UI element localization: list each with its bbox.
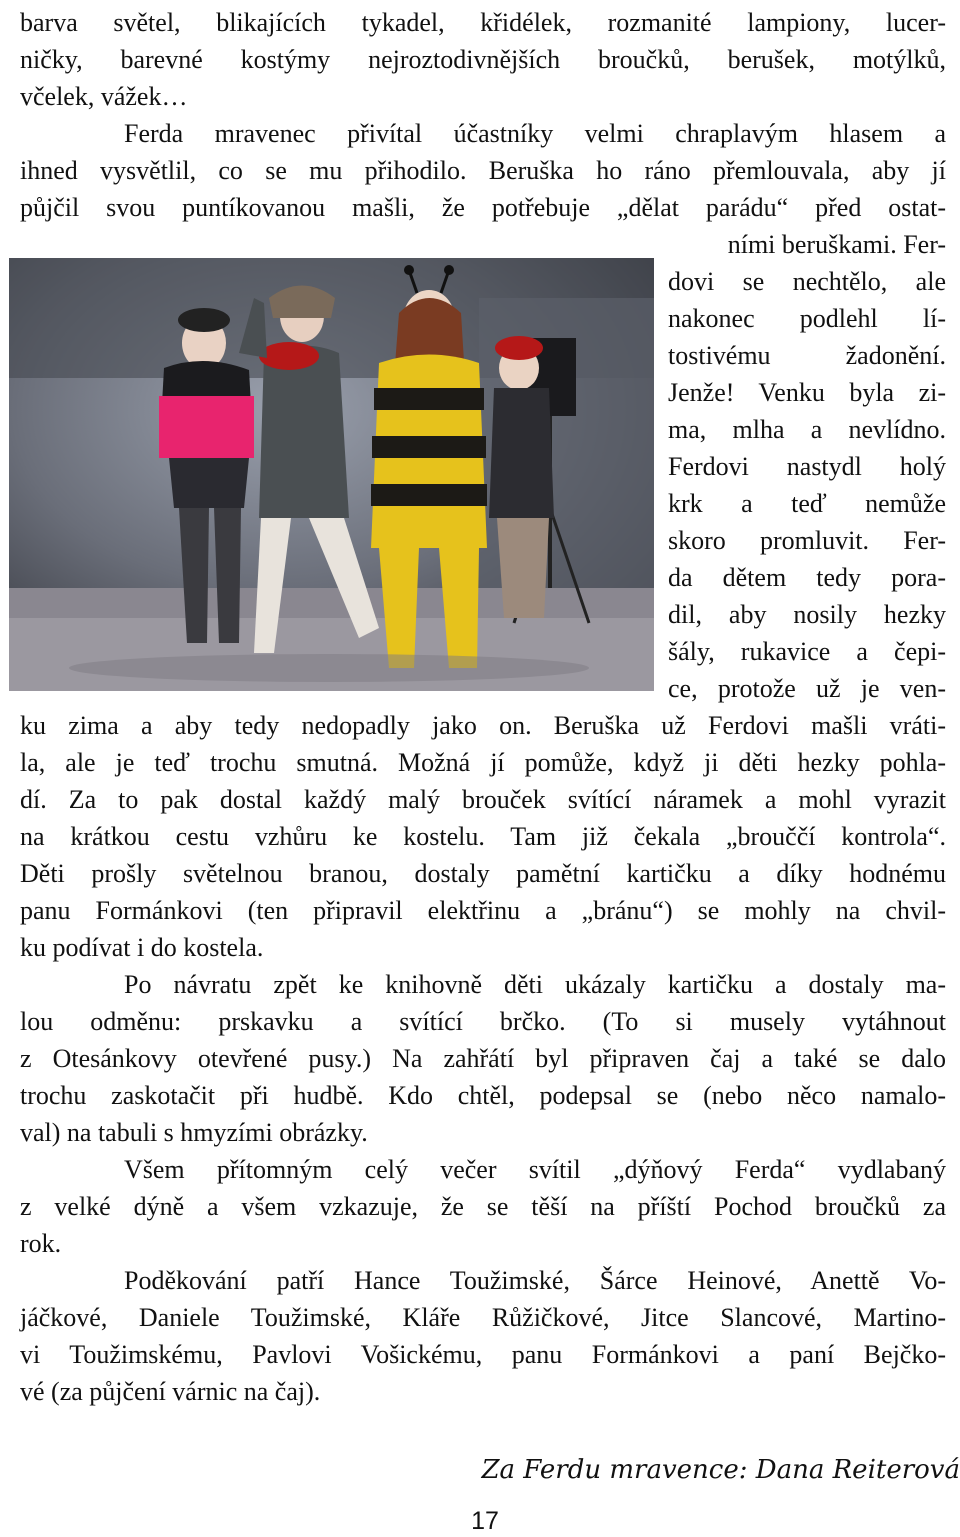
text-line: dil, aby nosily hezky [668,600,946,629]
text-line: ničky, barevné kostýmy nejroztodivnějších broučků, berušek, motýlků, [20,45,946,74]
text-line: la, ale je teď trochu smutná. Možná jí pomůže, když ji děti hezky pohla- [20,748,946,777]
text-line: Všem přítomným celý večer svítil „dýňový Ferda“ vydlabaný [124,1155,946,1184]
text-line: dovi se nechtělo, ale [668,267,946,296]
text-line: krk a teď nemůže [668,489,946,518]
text-line: trochu zaskotačit při hudbě. Kdo chtěl, podepsal se (nebo něco namalo- [20,1081,946,1110]
text-line: z Otesánkovy otevřené pusy.) Na zahřátí byl připraven čaj a také se dalo [20,1044,946,1073]
costumed-people-image [9,258,654,691]
text-line: Ferda mravenec přivítal účastníky velmi chraplavým hlasem a [124,119,946,148]
text-line: šály, rukavice a čepi- [668,637,946,666]
page-number: 17 [471,1507,499,1535]
text-line: z velké dýně a všem vzkazuje, že se těší na příští Pochod broučků za [20,1192,946,1221]
text-line: vé (za půjčení várnic na čaj). [20,1377,321,1406]
text-line: tostivému žadonění. [668,341,946,370]
text-line: ními beruškami. Fer- [727,230,946,259]
text-line: včelek, vážek… [20,82,188,111]
text-line: na krátkou cestu vzhůru ke kostelu. Tam již čekala „brouččí kontrola“. [20,822,946,851]
text-line: ku zima a aby tedy nedopadly jako on. Beruška už Ferdovi mašli vráti- [20,711,946,740]
text-line: Jenže! Venku byla zi- [668,378,946,407]
text-line: ce, protože už je ven- [668,674,946,703]
text-line: ma, mlha a nevlídno. [668,415,946,444]
text-line: val) na tabuli s hmyzími obrázky. [20,1118,368,1147]
text-line: Poděkování patří Hance Toužimské, Šárce Heinové, Anettě Vo- [124,1266,946,1295]
text-line: ihned vysvětlil, co se mu přihodilo. Beruška ho ráno přemlouvala, aby jí [20,156,946,185]
text-line: rok. [20,1229,62,1258]
text-line: půjčil svou puntíkovanou mašli, že potřebuje „dělat parádu“ před ostat- [20,193,946,222]
text-line: barva světel, blikajících tykadel, křidélek, rozmanité lampiony, lucer- [20,8,946,37]
text-line: nakonec podlehl lí- [668,304,946,333]
text-line: ku podívat i do kostela. [20,933,264,962]
event-photo [9,258,654,691]
text-line: panu Formánkovi (ten připravil elektřinu a „bránu“) se mohly na chvil- [20,896,946,925]
text-line: Po návratu zpět ke knihovně děti ukázaly kartičku a dostaly ma- [124,970,946,999]
text-line: jáčkové, Daniele Toužimské, Kláře Růžičkové, Jitce Slancové, Martino- [20,1303,946,1332]
text-line: skoro promluvit. Fer- [668,526,946,555]
text-line: da dětem tedy pora- [668,563,946,592]
text-line: Ferdovi nastydl holý [668,452,946,481]
text-line: lou odměnu: prskavku a svítící brčko. (To si musely vytáhnout [20,1007,946,1036]
author-signature: Za Ferdu mravence: Dana Reiterová [481,1455,960,1485]
text-line: Děti prošly světelnou branou, dostaly pamětní kartičku a díky hodnému [20,859,946,888]
text-line: vi Toužimskému, Pavlovi Vošickému, panu Formánkovi a paní Bejčko- [20,1340,946,1369]
text-line: dí. Za to pak dostal každý malý brouček svítící náramek a mohl vyrazit [20,785,946,814]
